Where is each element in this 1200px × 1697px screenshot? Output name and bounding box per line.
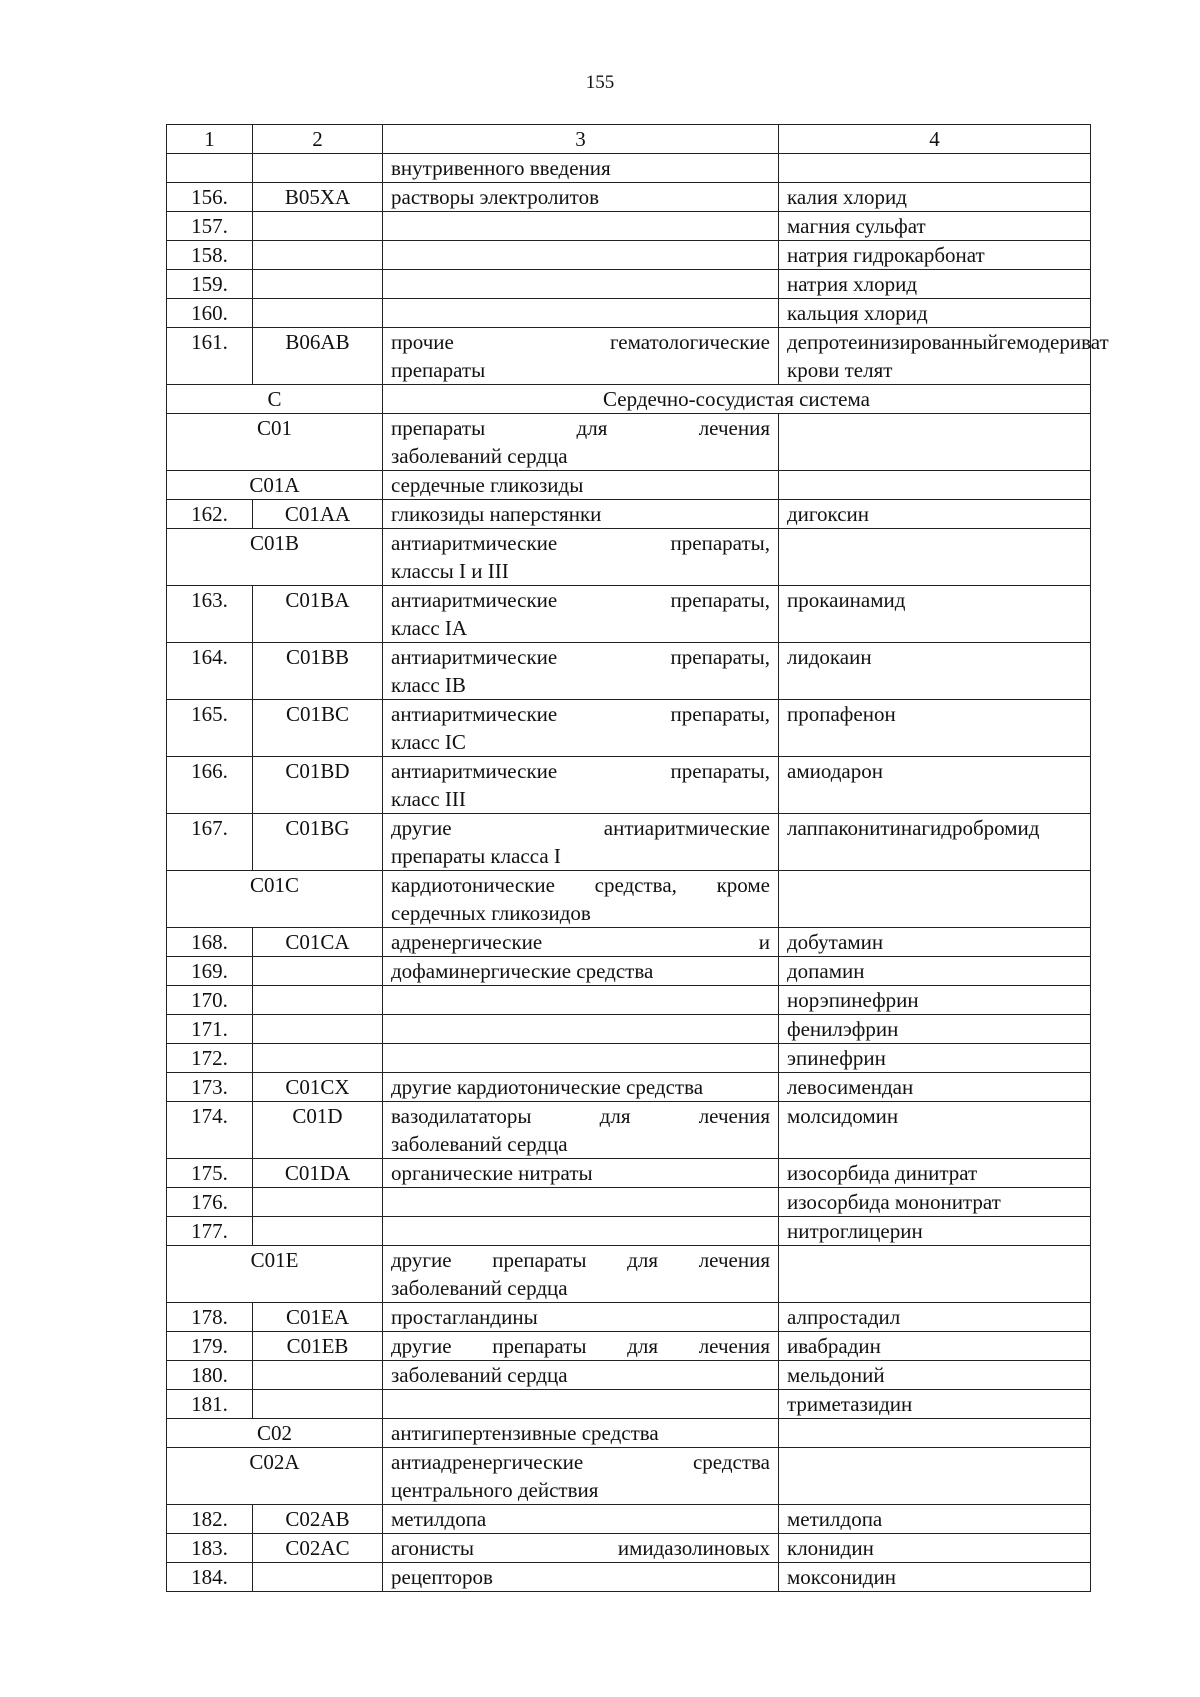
row-number-cell: 174. <box>167 1102 253 1159</box>
table-row <box>167 1361 1091 1390</box>
drug-name-cell: натрия хлорид <box>779 270 1091 299</box>
row-number-cell: 156. <box>167 183 253 212</box>
drug-name-cell: натрия гидрокарбонат <box>779 241 1091 270</box>
table-row <box>167 1159 1091 1188</box>
drug-name-cell <box>779 1419 1091 1448</box>
drug-name-cell: норэпинефрин <box>779 986 1091 1015</box>
group-name-cell <box>383 299 779 328</box>
atc-code-cell: C02AB <box>253 1505 383 1534</box>
group-name-line: препараты <box>391 358 486 382</box>
group-name-cell <box>383 1246 779 1303</box>
table-row <box>167 1303 1091 1332</box>
group-row <box>167 471 1091 500</box>
atc-code-cell: C01BA <box>253 586 383 643</box>
group-name-line: препараты класса I <box>391 844 561 868</box>
atc-code-cell <box>253 1015 383 1044</box>
atc-code-cell <box>253 1361 383 1390</box>
atc-code-cell <box>253 1390 383 1419</box>
group-name-line: антиаритмические препараты, <box>391 531 770 555</box>
row-number-cell: 166. <box>167 757 253 814</box>
table-row <box>167 1563 1091 1592</box>
group-row <box>167 1419 1091 1448</box>
group-name-line: другие антиаритмические <box>391 816 770 840</box>
drug-name-line: гидробромид <box>921 816 1040 840</box>
group-name-cell <box>383 241 779 270</box>
group-name-line: другие препараты для лечения <box>391 1334 770 1358</box>
row-number-cell: 165. <box>167 700 253 757</box>
group-name-cell <box>383 928 779 957</box>
group-name-cell <box>383 700 779 757</box>
drug-classification-table <box>166 124 1109 1592</box>
drug-name-cell <box>779 814 1091 871</box>
table-row <box>167 643 1091 700</box>
row-number-cell: 160. <box>167 299 253 328</box>
group-name-cell <box>383 643 779 700</box>
drug-name-cell: ивабрадин <box>779 1332 1091 1361</box>
drug-name-cell: клонидин <box>779 1534 1091 1563</box>
group-name-cell <box>383 529 779 586</box>
atc-code-cell: C01EB <box>253 1332 383 1361</box>
drug-name-cell: моксонидин <box>779 1563 1091 1592</box>
row-number-cell: 158. <box>167 241 253 270</box>
group-code-cell: C02 <box>167 1419 383 1448</box>
table-row <box>167 1188 1091 1217</box>
section-code-cell: C <box>167 385 383 414</box>
table-row <box>167 241 1091 270</box>
group-name-line: дофаминергические средства <box>391 959 654 983</box>
group-code-cell: C01C <box>167 871 383 928</box>
drug-name-cell: дигоксин <box>779 500 1091 529</box>
table-row <box>167 270 1091 299</box>
row-number-cell: 177. <box>167 1217 253 1246</box>
group-name-line: антиаритмические препараты, <box>391 702 770 726</box>
drug-name-line: депротеинизированный <box>787 330 999 354</box>
row-number-cell: 172. <box>167 1044 253 1073</box>
drug-name-cell: прокаинамид <box>779 586 1091 643</box>
row-number-cell: 178. <box>167 1303 253 1332</box>
drug-name-cell: метилдопа <box>779 1505 1091 1534</box>
group-name-cell <box>383 1188 779 1217</box>
row-number-cell: 161. <box>167 328 253 385</box>
group-code-cell: C01 <box>167 414 383 471</box>
drug-name-cell: лидокаин <box>779 643 1091 700</box>
table-row <box>167 328 1091 385</box>
group-name-cell <box>383 871 779 928</box>
atc-code-cell <box>253 1563 383 1592</box>
section-row <box>167 385 1091 414</box>
group-name-cell: метилдопа <box>383 1505 779 1534</box>
group-name-line: классы I и III <box>391 559 509 583</box>
row-number-cell: 182. <box>167 1505 253 1534</box>
atc-code-cell: C01CA <box>253 928 383 957</box>
group-code-cell: C01B <box>167 529 383 586</box>
table-row <box>167 183 1091 212</box>
table-row <box>167 1217 1091 1246</box>
table-row <box>167 500 1091 529</box>
group-name-cell: внутривенного введения <box>383 154 779 183</box>
row-number-cell: 163. <box>167 586 253 643</box>
group-name-cell <box>383 414 779 471</box>
drug-name-cell: эпинефрин <box>779 1044 1091 1073</box>
drug-name-cell: молсидомин <box>779 1102 1091 1159</box>
group-name-line: заболеваний сердца <box>391 444 568 468</box>
group-name-cell <box>383 1332 779 1361</box>
drug-name-cell: кальция хлорид <box>779 299 1091 328</box>
group-name-cell <box>383 270 779 299</box>
atc-code-cell <box>253 1188 383 1217</box>
table-row <box>167 957 1091 986</box>
drug-name-cell: магния сульфат <box>779 212 1091 241</box>
group-name-cell: гликозиды наперстянки <box>383 500 779 529</box>
group-name-line: сердечных гликозидов <box>391 901 591 925</box>
atc-code-cell <box>253 241 383 270</box>
atc-code-cell: C01BC <box>253 700 383 757</box>
atc-code-cell: C01D <box>253 1102 383 1159</box>
group-name-cell <box>383 1390 779 1419</box>
atc-code-cell <box>253 1217 383 1246</box>
header-row <box>167 125 1091 154</box>
table-row <box>167 986 1091 1015</box>
row-number-cell: 171. <box>167 1015 253 1044</box>
group-name-line: другие препараты для лечения <box>391 1248 770 1272</box>
drug-name-cell: алпростадил <box>779 1303 1091 1332</box>
group-name-line: заболеваний сердца <box>391 1276 568 1300</box>
table-row <box>167 700 1091 757</box>
atc-code-cell <box>253 957 383 986</box>
drug-name-cell: нитроглицерин <box>779 1217 1091 1246</box>
table-row <box>167 1015 1091 1044</box>
group-name-cell <box>383 986 779 1015</box>
group-name-line: заболеваний сердца <box>391 1363 568 1387</box>
table-row <box>167 154 1091 183</box>
group-name-line: адренергические и <box>391 930 770 954</box>
row-number-cell: 159. <box>167 270 253 299</box>
group-name-cell <box>383 1044 779 1073</box>
group-row <box>167 871 1091 928</box>
row-number-cell: 184. <box>167 1563 253 1592</box>
drug-name-cell: мельдоний <box>779 1361 1091 1390</box>
row-number-cell: 169. <box>167 957 253 986</box>
group-name-line: класс IB <box>391 673 466 697</box>
table-row <box>167 586 1091 643</box>
row-number-cell: 181. <box>167 1390 253 1419</box>
header-cell-1: 1 <box>167 125 253 154</box>
drug-name-cell: левосимендан <box>779 1073 1091 1102</box>
table-row <box>167 1534 1091 1563</box>
row-number-cell <box>167 154 253 183</box>
row-number-cell: 164. <box>167 643 253 700</box>
group-name-cell <box>383 212 779 241</box>
drug-name-cell <box>779 414 1091 471</box>
atc-code-cell <box>253 270 383 299</box>
atc-code-cell <box>253 1044 383 1073</box>
group-name-line: класс IC <box>391 730 466 754</box>
group-row <box>167 1448 1091 1505</box>
row-number-cell: 167. <box>167 814 253 871</box>
group-name-line: заболеваний сердца <box>391 1132 568 1156</box>
group-name-line: кардиотонические средства, кроме <box>391 873 770 897</box>
group-code-cell: C01A <box>167 471 383 500</box>
atc-code-cell <box>253 212 383 241</box>
group-name-line: антиаритмические препараты, <box>391 759 770 783</box>
group-name-cell <box>383 1563 779 1592</box>
group-row <box>167 529 1091 586</box>
table-row <box>167 212 1091 241</box>
header-cell-4: 4 <box>779 125 1091 154</box>
row-number-cell: 180. <box>167 1361 253 1390</box>
group-name-line: агонисты имидазолиновых <box>391 1536 770 1560</box>
group-name-cell <box>383 1448 779 1505</box>
table-row <box>167 1332 1091 1361</box>
group-name-line: рецепторов <box>391 1565 493 1589</box>
drug-name-cell <box>779 154 1091 183</box>
group-name-cell: антигипертензивные средства <box>383 1419 779 1448</box>
drug-name-cell <box>779 328 1109 385</box>
row-number-cell: 175. <box>167 1159 253 1188</box>
atc-code-cell: C01BD <box>253 757 383 814</box>
row-number-cell: 183. <box>167 1534 253 1563</box>
row-number-cell: 173. <box>167 1073 253 1102</box>
row-number-cell: 170. <box>167 986 253 1015</box>
drug-name-cell: амиодарон <box>779 757 1091 814</box>
group-name-line: антиаритмические препараты, <box>391 588 770 612</box>
table-row <box>167 1102 1091 1159</box>
group-name-cell <box>383 1102 779 1159</box>
atc-code-cell: B05XA <box>253 183 383 212</box>
table-row <box>167 299 1091 328</box>
drug-name-line: лаппаконитина <box>787 816 922 840</box>
atc-code-cell: C01BG <box>253 814 383 871</box>
group-name-line: центрального действия <box>391 1478 599 1502</box>
atc-code-cell: C01CX <box>253 1073 383 1102</box>
drug-name-cell <box>779 471 1091 500</box>
group-name-cell: сердечные гликозиды <box>383 471 779 500</box>
group-name-cell <box>383 814 779 871</box>
row-number-cell: 176. <box>167 1188 253 1217</box>
table-row <box>167 1044 1091 1073</box>
atc-code-cell <box>253 986 383 1015</box>
atc-code-cell: C02AC <box>253 1534 383 1563</box>
row-number-cell: 179. <box>167 1332 253 1361</box>
group-name-cell: растворы электролитов <box>383 183 779 212</box>
group-name-cell: простагландины <box>383 1303 779 1332</box>
drug-name-cell: триметазидин <box>779 1390 1091 1419</box>
table-row <box>167 1505 1091 1534</box>
drug-name-cell: изосорбида мононитрат <box>779 1188 1091 1217</box>
group-name-cell: другие кардиотонические средства <box>383 1073 779 1102</box>
group-row <box>167 414 1091 471</box>
page-number: 155 <box>585 72 615 93</box>
group-name-line: антиадренергические средства <box>391 1450 770 1474</box>
group-name-cell <box>383 757 779 814</box>
group-name-line: препараты для лечения <box>391 416 770 440</box>
group-name-cell <box>383 1217 779 1246</box>
table-row <box>167 814 1091 871</box>
group-name-line: класс IA <box>391 616 468 640</box>
table-row <box>167 757 1091 814</box>
group-name-line: антиаритмические препараты, <box>391 645 770 669</box>
group-name-cell: органические нитраты <box>383 1159 779 1188</box>
drug-name-cell: изосорбида динитрат <box>779 1159 1091 1188</box>
group-name-cell <box>383 1361 779 1390</box>
atc-code-cell <box>253 154 383 183</box>
group-name-cell <box>383 957 779 986</box>
group-code-cell: C02A <box>167 1448 383 1505</box>
drug-name-cell: пропафенон <box>779 700 1091 757</box>
atc-code-cell: C01BB <box>253 643 383 700</box>
atc-code-cell: B06AB <box>253 328 383 385</box>
table-row <box>167 1390 1091 1419</box>
drug-name-cell: калия хлорид <box>779 183 1091 212</box>
group-name-line: класс III <box>391 787 466 811</box>
group-name-line: прочие гематологические <box>391 330 770 354</box>
drug-name-cell: фенилэфрин <box>779 1015 1091 1044</box>
atc-code-cell: C01EA <box>253 1303 383 1332</box>
row-number-cell: 162. <box>167 500 253 529</box>
drug-name-cell <box>779 871 1091 928</box>
drug-name-cell <box>779 1246 1091 1303</box>
group-row <box>167 1246 1091 1303</box>
table-row <box>167 928 1091 957</box>
group-code-cell: C01E <box>167 1246 383 1303</box>
drug-name-line: гемодериват крови телят <box>787 330 1109 382</box>
group-name-cell <box>383 1015 779 1044</box>
row-number-cell: 168. <box>167 928 253 957</box>
header-cell-2: 2 <box>253 125 383 154</box>
header-cell-3: 3 <box>383 125 779 154</box>
drug-name-cell <box>779 529 1091 586</box>
table-row <box>167 1073 1091 1102</box>
group-name-cell <box>383 328 779 385</box>
section-title-cell: Сердечно-сосудистая система <box>383 385 1091 414</box>
drug-name-cell: допамин <box>779 957 1091 986</box>
row-number-cell: 157. <box>167 212 253 241</box>
group-name-cell <box>383 586 779 643</box>
drug-name-cell <box>779 1448 1091 1505</box>
drug-name-cell: добутамин <box>779 928 1091 957</box>
group-name-cell <box>383 1534 779 1563</box>
atc-code-cell <box>253 299 383 328</box>
group-name-line: вазодилататоры для лечения <box>391 1104 770 1128</box>
atc-code-cell: C01AA <box>253 500 383 529</box>
atc-code-cell: C01DA <box>253 1159 383 1188</box>
